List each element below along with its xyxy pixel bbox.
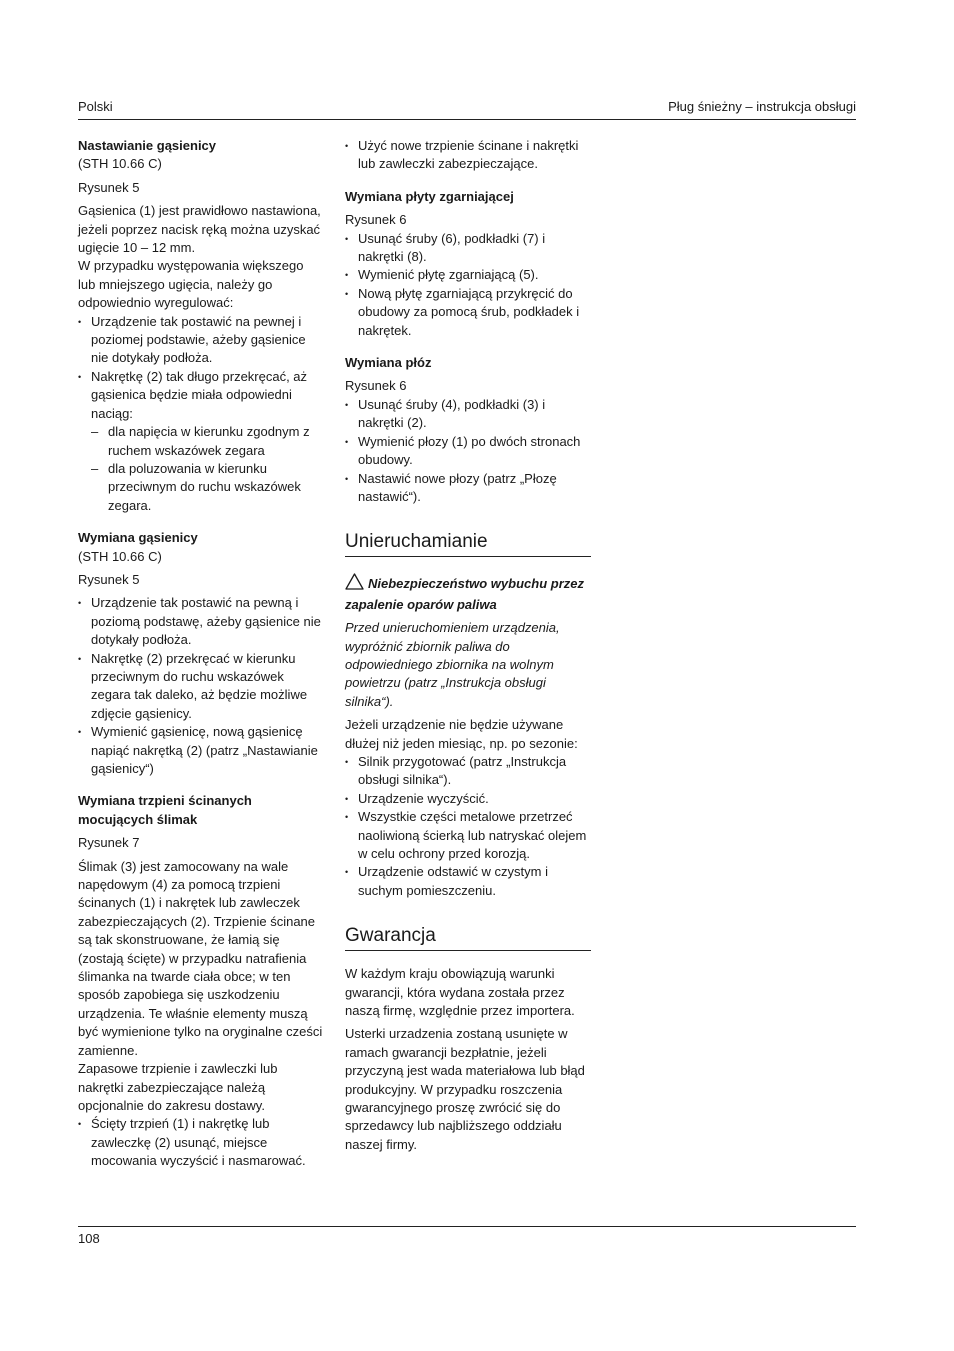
left-column (78, 137, 324, 1171)
paragraph: W każdym kraju obowiązują warunki gwarancji, która wydana została przez naszą firmę, względnie przez importera. (345, 966, 575, 1019)
list-item: • Usunąć śruby (4), podkładki (3) i nakrętki (2). (345, 396, 591, 433)
list-item: • Urządzenie odstawić w czystym i suchym pomieszczeniu. (345, 863, 591, 900)
dash-list (91, 423, 324, 515)
paragraph: W przypadku występowania większego lub mniejszego ugięcia, należy go odpowiednio wyregulować: (78, 258, 304, 311)
right-column (345, 137, 591, 1154)
dash-item: – dla poluzowania w kierunku przeciwnym do ruchu wskazówek zegara. (91, 460, 324, 515)
bullet-list (78, 594, 324, 778)
list-item: • Użyć nowe trzpienie ścinane i nakrętki lub zawleczki zabezpieczające. (345, 137, 591, 174)
bullet-list (345, 396, 591, 506)
list-item: • Nową płytę zgarniającą przykręcić do obudowy za pomocą śrub, podkładek i nakrętek. (345, 285, 591, 340)
list-item: • Urządzenie wyczyścić. (345, 790, 591, 808)
list-item: • Wymienić płozy (1) po dwóch stronach obudowy. (345, 433, 591, 470)
model-label: (STH 10.66 C) (78, 156, 162, 172)
list-item: • Wymienić płytę zgarniającą (5). (345, 266, 591, 284)
heading-skids: Wymiana płóz (345, 355, 432, 371)
list-item: • Wymienić gąsienicę, nową gąsienicę napiąć nakrętką (2) (patrz „Nastawianie gąsienicy“) (78, 723, 324, 778)
paragraph: Jeżeli urządzenie nie będzie używane dłużej niż jeden miesiąc, np. po sezonie: (345, 717, 578, 751)
warning-title (345, 573, 591, 614)
bullet-list (345, 753, 591, 900)
list-item: • Ścięty trzpień (1) i nakrętkę lub zawleczkę (2) usunąć, miejsce mocowania wyczyścić i nasmarować. (78, 1115, 324, 1170)
model-label: (STH 10.66 C) (78, 548, 162, 564)
list-item: • Nastawić nowe płozy (patrz „Płozę nastawić“). (345, 470, 591, 507)
list-item-text: Nakrętkę (2) tak długo przekręcać, aż gąsienica będzie miała odpowiedni naciąg: (91, 368, 308, 421)
warning-text: Przed unieruchomieniem urządzenia, wypróżnić zbiornik paliwa do odpowiedniego zbiornika na wolnym powietrzu (patrz „Instrukcja obsługi silnika“). (345, 620, 560, 709)
bullet-list (78, 1115, 324, 1170)
section-heading-storage: Unieruchamianie (345, 530, 591, 557)
heading-shear-pins: Wymiana trzpieni ścinanych mocujących ślimak (78, 793, 252, 827)
paragraph: Ślimak (3) jest zamocowany na wale napędowym (4) za pomocą trzpieni ścinanych (1) i nakrętek lub zawleczek zabezpieczających (2). Trzpienie ścinane są tak skonstruowane, że łamią się (zostają ścięte) w przypadku natrafienia ślimanka na twarde ciała obce; w ten sposób zapobiega się uszkodzeniu urządzenia. Te właśnie elementy muszą być wymienione tylko na oryginalne cześci zamienne. (78, 858, 323, 1058)
list-item: • Silnik przygotować (patrz „Instrukcja obsługi silnika“). (345, 753, 591, 790)
list-item: • Urządzenie tak postawić na pewną i poziomą podstawę, ażeby gąsienice nie dotykały podłoża. (78, 594, 324, 649)
bullet-list (345, 137, 591, 174)
paragraph: Gąsienica (1) jest prawidłowo nastawiona, jeżeli poprzez nacisk ręką można uzyskać ugięcie 10 – 12 mm. (78, 203, 321, 256)
section-heading-warranty: Gwarancja (345, 924, 591, 951)
bullet-list (78, 313, 324, 515)
figure-ref: Rysunek 7 (78, 835, 140, 851)
paragraph: Zapasowe trzpienie i zawleczki lub nakrętki zabezpieczające należą opcjonalnie do zakresu dostawy. (78, 1061, 278, 1113)
list-item: • Usunąć śruby (6), podkładki (7) i nakrętki (8). (345, 230, 591, 267)
figure-ref: Rysunek 6 (345, 212, 407, 228)
list-item: • Nakrętkę (2) przekręcać w kierunku przeciwnym do ruchu wskazówek zegara tak daleko, aż będzie możliwe zdjęcie gąsienicy. (78, 650, 324, 724)
paragraph: Usterki urzadzenia zostaną usunięte w ramach gwarancji bezpłatnie, jeżeli przyczyną jest wada materiałowa lub błąd produkcyjny. W przypadku roszczenia gwarancyjnego proszę zwrócić się do sprzedawcy lub najbliższego oddziału naszej firmy. (345, 1026, 585, 1152)
header-language: Polski (78, 99, 113, 114)
bullet-list (345, 230, 591, 340)
figure-ref: Rysunek 5 (78, 179, 140, 195)
page-number: 108 (78, 1231, 100, 1246)
list-item: • Urządzenie tak postawić na pewnej i poziomej podstawie, ażeby gąsienice nie dotykały podłoża. (78, 313, 324, 368)
heading-scraper-plate: Wymiana płyty zgarniającej (345, 188, 514, 204)
warning-title-text: Niebezpieczeństwo wybuchu przez zapalenie oparów paliwa (345, 576, 584, 612)
page-header (78, 99, 856, 120)
heading-track-adjust: Nastawianie gąsienicy (78, 138, 217, 153)
warning-triangle-icon (345, 573, 364, 595)
header-document-title: Pług śnieżny – instrukcja obsługi (668, 99, 856, 114)
list-item (78, 368, 324, 515)
figure-ref: Rysunek 5 (78, 571, 140, 587)
footer-divider (78, 1226, 856, 1227)
heading-track-replace: Wymiana gąsienicy (78, 530, 198, 546)
figure-ref: Rysunek 6 (345, 378, 407, 394)
dash-item: – dla napięcia w kierunku zgodnym z ruchem wskazówek zegara (91, 423, 324, 460)
list-item: • Wszystkie części metalowe przetrzeć naoliwioną ścierką lub natryskać olejem w celu ochrony przed korozją. (345, 808, 591, 863)
